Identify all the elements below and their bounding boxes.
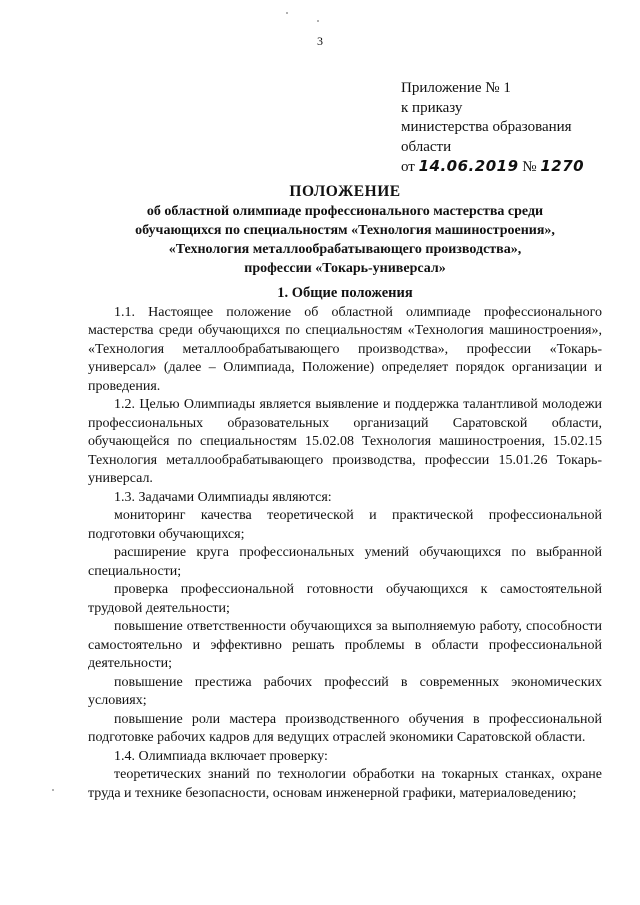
title-line-1: об областной олимпиаде профессионального мастерства среди xyxy=(146,204,544,219)
title-heading: ПОЛОЖЕНИЕ xyxy=(289,183,401,200)
document-body xyxy=(88,284,602,803)
scan-speck xyxy=(286,12,288,14)
paragraph: 1.1. Настоящее положение об областной олимпиаде профессионального мастерства среди обучающихся по специальностям «Технология машиностроения», «Технология металлообрабатывающего производства», профессии «Токарь-универсал» (далее – Олимпиада, Положение) определяет порядок организации и проведения. xyxy=(88,304,602,394)
list-item: повышение ответственности обучающихся за выполняемую работу, способности самостоятельно и эффективно решать проблемы в области профессиональной деятельности; xyxy=(88,619,602,671)
list-item: теоретических знаний по технологии обработки на токарных станках, охране труда и технике безопасности, основам инженерной графики, материаловедению; xyxy=(88,767,602,801)
title-line-4: профессии «Токарь-универсал» xyxy=(244,261,446,276)
list-item: повышение престижа рабочих профессий в современных экономических условиях; xyxy=(88,674,602,708)
page-number: 3 xyxy=(317,34,323,48)
appendix-block xyxy=(401,79,584,178)
list-item: расширение круга профессиональных умений обучающихся по выбранной специальности; xyxy=(88,545,602,579)
handwritten-number: 1270 xyxy=(540,157,585,175)
title-line-2: обучающихся по специальностям «Технология машиностроения», xyxy=(135,223,555,238)
paragraph: 1.2. Целью Олимпиады является выявление и поддержка талантливой молодежи профессиональных образовательных организаций Саратовской области, обучающейся по специальностям 15.02.08 Технология машиностроения, 15.02.15 Технология металлообрабатывающего производства, профессии 15.01.26 Токарь-универсал. xyxy=(88,397,602,486)
appendix-line-1: Приложение № 1 xyxy=(401,80,511,96)
scan-speck xyxy=(52,789,54,791)
document-title xyxy=(88,182,602,278)
paragraph: 1.4. Олимпиада включает проверку: xyxy=(114,748,328,764)
list-item: мониторинг качества теоретической и практической профессиональной подготовки обучающихся; xyxy=(88,508,602,542)
appendix-line-3: министерства образования xyxy=(401,119,572,135)
appendix-line-4: области xyxy=(401,138,452,155)
date-prefix: от xyxy=(401,159,415,175)
handwritten-date: 14.06.2019 xyxy=(418,157,519,175)
paragraph: 1.3. Задачами Олимпиады являются: xyxy=(114,489,332,505)
section-heading: 1. Общие положения xyxy=(277,285,413,301)
scan-speck xyxy=(317,20,319,22)
appendix-line-2: к приказу xyxy=(401,99,463,116)
appendix-date-line xyxy=(401,157,584,178)
number-prefix: № xyxy=(522,159,537,175)
title-line-3: «Технология металлообрабатывающего производства», xyxy=(168,242,522,257)
list-item: проверка профессиональной готовности обучающихся к самостоятельной трудовой деятельности; xyxy=(88,582,602,616)
list-item: повышение роли мастера производственного обучения в профессиональной подготовке рабочих кадров для ведущих отраслей экономики Саратовской области. xyxy=(88,711,602,745)
